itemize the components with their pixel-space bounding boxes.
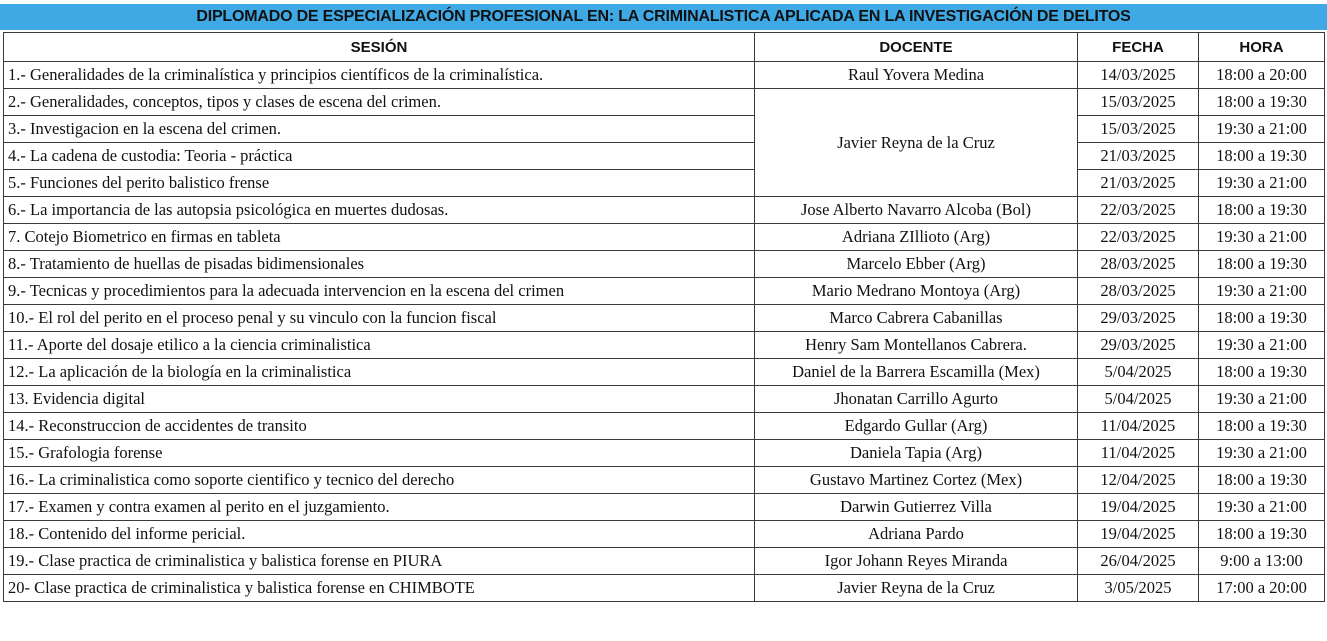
- cell-hora: 19:30 a 21:00: [1199, 224, 1325, 251]
- cell-docente: Henry Sam Montellanos Cabrera.: [755, 332, 1078, 359]
- cell-docente: Javier Reyna de la Cruz: [755, 89, 1078, 197]
- cell-sesion: 9.- Tecnicas y procedimientos para la adecuada intervencion en la escena del crimen: [4, 278, 755, 305]
- table-row: [4, 197, 1325, 224]
- cell-docente: Darwin Gutierrez Villa: [755, 494, 1078, 521]
- table-row: [4, 467, 1325, 494]
- header-docente: DOCENTE: [755, 33, 1078, 62]
- table-row: [4, 89, 1325, 116]
- cell-docente: Javier Reyna de la Cruz: [755, 575, 1078, 602]
- cell-hora: 18:00 a 19:30: [1199, 89, 1325, 116]
- cell-fecha: 19/04/2025: [1078, 521, 1199, 548]
- cell-hora: 19:30 a 21:00: [1199, 116, 1325, 143]
- cell-sesion: 14.- Reconstruccion de accidentes de transito: [4, 413, 755, 440]
- cell-sesion: 3.- Investigacion en la escena del crimen.: [4, 116, 755, 143]
- cell-sesion: 20- Clase practica de criminalistica y balistica forense en CHIMBOTE: [4, 575, 755, 602]
- cell-fecha: 28/03/2025: [1078, 278, 1199, 305]
- cell-docente: Adriana ZIllioto (Arg): [755, 224, 1078, 251]
- table-row: [4, 359, 1325, 386]
- cell-hora: 19:30 a 21:00: [1199, 494, 1325, 521]
- cell-hora: 18:00 a 19:30: [1199, 467, 1325, 494]
- cell-fecha: 15/03/2025: [1078, 116, 1199, 143]
- cell-hora: 17:00 a 20:00: [1199, 575, 1325, 602]
- table-row: [4, 62, 1325, 89]
- cell-fecha: 28/03/2025: [1078, 251, 1199, 278]
- cell-docente: Igor Johann Reyes Miranda: [755, 548, 1078, 575]
- cell-fecha: 11/04/2025: [1078, 440, 1199, 467]
- table-row: [4, 170, 1325, 197]
- cell-fecha: 12/04/2025: [1078, 467, 1199, 494]
- cell-fecha: 29/03/2025: [1078, 332, 1199, 359]
- cell-sesion: 2.- Generalidades, conceptos, tipos y clases de escena del crimen.: [4, 89, 755, 116]
- cell-docente: Jose Alberto Navarro Alcoba (Bol): [755, 197, 1078, 224]
- cell-fecha: 11/04/2025: [1078, 413, 1199, 440]
- cell-docente: Mario Medrano Montoya (Arg): [755, 278, 1078, 305]
- cell-hora: 19:30 a 21:00: [1199, 386, 1325, 413]
- table-row: [4, 251, 1325, 278]
- cell-docente: Raul Yovera Medina: [755, 62, 1078, 89]
- cell-sesion: 8.- Tratamiento de huellas de pisadas bidimensionales: [4, 251, 755, 278]
- cell-hora: 9:00 a 13:00: [1199, 548, 1325, 575]
- cell-hora: 19:30 a 21:00: [1199, 170, 1325, 197]
- document-title: DIPLOMADO DE ESPECIALIZACIÓN PROFESIONAL EN: LA CRIMINALISTICA APLICADA EN LA INVESTIGACIÓN DE DELITOS: [0, 4, 1327, 30]
- cell-sesion: 16.- La criminalistica como soporte cientifico y tecnico del derecho: [4, 467, 755, 494]
- cell-sesion: 15.- Grafologia forense: [4, 440, 755, 467]
- header-row: [4, 33, 1325, 62]
- cell-docente: Adriana Pardo: [755, 521, 1078, 548]
- cell-sesion: 17.- Examen y contra examen al perito en el juzgamiento.: [4, 494, 755, 521]
- table-row: [4, 143, 1325, 170]
- schedule-table: [3, 32, 1325, 602]
- cell-sesion: 7. Cotejo Biometrico en firmas en tableta: [4, 224, 755, 251]
- cell-sesion: 18.- Contenido del informe pericial.: [4, 521, 755, 548]
- cell-fecha: 5/04/2025: [1078, 359, 1199, 386]
- cell-sesion: 4.- La cadena de custodia: Teoria - práctica: [4, 143, 755, 170]
- table-row: [4, 413, 1325, 440]
- cell-sesion: 12.- La aplicación de la biología en la criminalistica: [4, 359, 755, 386]
- cell-fecha: 5/04/2025: [1078, 386, 1199, 413]
- cell-docente: Daniela Tapia (Arg): [755, 440, 1078, 467]
- header-hora: HORA: [1199, 33, 1325, 62]
- table-row: [4, 440, 1325, 467]
- cell-sesion: 10.- El rol del perito en el proceso penal y su vinculo con la funcion fiscal: [4, 305, 755, 332]
- cell-fecha: 3/05/2025: [1078, 575, 1199, 602]
- table-row: [4, 305, 1325, 332]
- cell-fecha: 19/04/2025: [1078, 494, 1199, 521]
- cell-docente: Edgardo Gullar (Arg): [755, 413, 1078, 440]
- table-row: [4, 494, 1325, 521]
- cell-hora: 19:30 a 21:00: [1199, 278, 1325, 305]
- table-row: [4, 548, 1325, 575]
- cell-hora: 18:00 a 19:30: [1199, 197, 1325, 224]
- cell-sesion: 13. Evidencia digital: [4, 386, 755, 413]
- table-row: [4, 521, 1325, 548]
- cell-hora: 19:30 a 21:00: [1199, 332, 1325, 359]
- table-row: [4, 224, 1325, 251]
- cell-fecha: 22/03/2025: [1078, 197, 1199, 224]
- cell-sesion: 19.- Clase practica de criminalistica y balistica forense en PIURA: [4, 548, 755, 575]
- cell-fecha: 21/03/2025: [1078, 170, 1199, 197]
- cell-fecha: 26/04/2025: [1078, 548, 1199, 575]
- cell-sesion: 5.- Funciones del perito balistico frense: [4, 170, 755, 197]
- header-sesion: SESIÓN: [4, 33, 755, 62]
- cell-hora: 19:30 a 21:00: [1199, 440, 1325, 467]
- cell-sesion: 1.- Generalidades de la criminalística y principios científicos de la criminalística.: [4, 62, 755, 89]
- cell-hora: 18:00 a 19:30: [1199, 143, 1325, 170]
- cell-hora: 18:00 a 19:30: [1199, 251, 1325, 278]
- cell-fecha: 29/03/2025: [1078, 305, 1199, 332]
- cell-hora: 18:00 a 19:30: [1199, 305, 1325, 332]
- cell-sesion: 11.- Aporte del dosaje etilico a la ciencia criminalistica: [4, 332, 755, 359]
- cell-docente: Daniel de la Barrera Escamilla (Mex): [755, 359, 1078, 386]
- table-row: [4, 575, 1325, 602]
- cell-docente: Jhonatan Carrillo Agurto: [755, 386, 1078, 413]
- cell-sesion: 6.- La importancia de las autopsia psicológica en muertes dudosas.: [4, 197, 755, 224]
- table-row: [4, 278, 1325, 305]
- cell-hora: 18:00 a 20:00: [1199, 62, 1325, 89]
- cell-fecha: 14/03/2025: [1078, 62, 1199, 89]
- cell-fecha: 15/03/2025: [1078, 89, 1199, 116]
- table-row: [4, 116, 1325, 143]
- cell-hora: 18:00 a 19:30: [1199, 413, 1325, 440]
- cell-fecha: 21/03/2025: [1078, 143, 1199, 170]
- header-fecha: FECHA: [1078, 33, 1199, 62]
- cell-docente: Gustavo Martinez Cortez (Mex): [755, 467, 1078, 494]
- table-row: [4, 386, 1325, 413]
- cell-hora: 18:00 a 19:30: [1199, 359, 1325, 386]
- cell-docente: Marcelo Ebber (Arg): [755, 251, 1078, 278]
- cell-docente: Marco Cabrera Cabanillas: [755, 305, 1078, 332]
- cell-hora: 18:00 a 19:30: [1199, 521, 1325, 548]
- table-row: [4, 332, 1325, 359]
- cell-fecha: 22/03/2025: [1078, 224, 1199, 251]
